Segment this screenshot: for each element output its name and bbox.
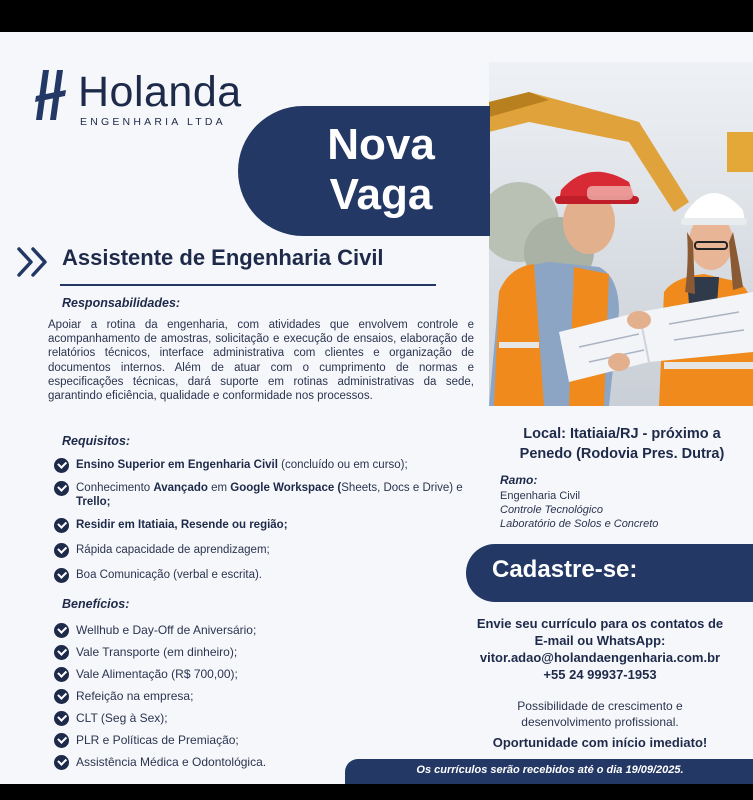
requisitos-label: Requisitos:: [62, 434, 131, 448]
job-title: Assistente de Engenharia Civil: [62, 245, 384, 270]
list-item: Residir em Itatiaia, Resende ou região;: [54, 518, 474, 532]
growth-text: Possibilidade de crescimento e desenvolvimento profissional.: [517, 699, 683, 729]
list-item: Assistência Médica e Odontológica.: [54, 755, 474, 769]
list-item: Wellhub e Day-Off de Aniversário;: [54, 623, 474, 637]
list-item: Ensino Superior em Engenharia Civil (concluído ou em curso);: [54, 458, 474, 472]
list-item: Refeição na empresa;: [54, 689, 474, 703]
job-poster: [0, 32, 753, 784]
list-item: CLT (Seg à Sex);: [54, 711, 474, 725]
immediate-start-text: Oportunidade com início imediato!: [492, 735, 708, 750]
check-circle-icon: [54, 623, 69, 638]
check-circle-icon: [54, 733, 69, 748]
ramo-item: Laboratório de Solos e Concreto: [500, 518, 659, 530]
check-circle-icon: [54, 481, 69, 496]
ramo-item: Controle Tecnológico: [500, 504, 603, 516]
contact-instruction: Envie seu currículo para os contatos de: [476, 616, 724, 631]
engineers-photo: [489, 62, 753, 406]
double-chevron-icon: [16, 245, 56, 279]
responsabilidades-label: Responsabilidades:: [62, 296, 181, 310]
list-item: Rápida capacidade de aprendizagem;: [54, 543, 474, 557]
check-circle-icon: [54, 568, 69, 583]
list-item: Vale Transporte (em dinheiro);: [54, 645, 474, 659]
title-underline: [60, 284, 436, 286]
check-circle-icon: [54, 458, 69, 473]
contact-email[interactable]: vitor.adao@holandaengenharia.com.br: [479, 650, 721, 665]
check-circle-icon: [54, 645, 69, 660]
list-item: Boa Comunicação (verbal e escrita).: [54, 568, 474, 582]
contact-phone[interactable]: +55 24 99937-1953: [543, 667, 657, 682]
check-circle-icon: [54, 667, 69, 682]
check-circle-icon: [54, 543, 69, 558]
list-item: Conhecimento Avançado em Google Workspace (Sheets, Docs e Drive) e Trello;: [54, 481, 474, 509]
ramo-label: Ramo:: [500, 473, 538, 487]
requisitos-list: [54, 458, 474, 582]
check-circle-icon: [54, 689, 69, 704]
list-item: Vale Alimentação (R$ 700,00);: [54, 667, 474, 681]
brand-subtitle: ENGENHARIA LTDA: [80, 116, 226, 128]
deadline-text: Os currículos serão recebidos até o dia 19/09/2025.: [416, 764, 684, 776]
contact-block: [450, 615, 750, 683]
nova-vaga-heading: Nova Vaga: [327, 120, 435, 219]
check-circle-icon: [54, 711, 69, 726]
bottom-black-bar: [0, 784, 753, 800]
cadastre-se-heading: Cadastre-se:: [492, 556, 638, 583]
ramo-item: Engenharia Civil: [500, 490, 581, 502]
list-item: PLR e Políticas de Premiação;: [54, 733, 474, 747]
top-black-bar: [0, 0, 753, 32]
beneficios-list: [54, 623, 474, 769]
beneficios-label: Benefícios:: [62, 597, 130, 611]
brand-name: Holanda: [78, 68, 242, 116]
engineers-illustration: [489, 62, 753, 406]
check-circle-icon: [54, 518, 69, 533]
responsabilidades-text: Apoiar a rotina da engenharia, com atividades que envolvem controle e acompanhamento de amostras, solicitação e execução de ensaios, elaboração de relatórios técnicos, interface administrativa com clientes e organização de documentos internos. Além de atuar com o cumprimento de normas e especificações técnicas, dará suporte em rotinas administrativas da sede, garantindo eficiência, qualidade e conformidade nos processos.: [48, 319, 474, 403]
location-text: Local: Itatiaia/RJ - próximo a Penedo (Rodovia Pres. Dutra): [519, 426, 725, 462]
contact-channels: E-mail ou WhatsApp:: [534, 633, 666, 648]
holanda-h-logo-icon: [34, 66, 68, 124]
check-circle-icon: [54, 755, 69, 770]
